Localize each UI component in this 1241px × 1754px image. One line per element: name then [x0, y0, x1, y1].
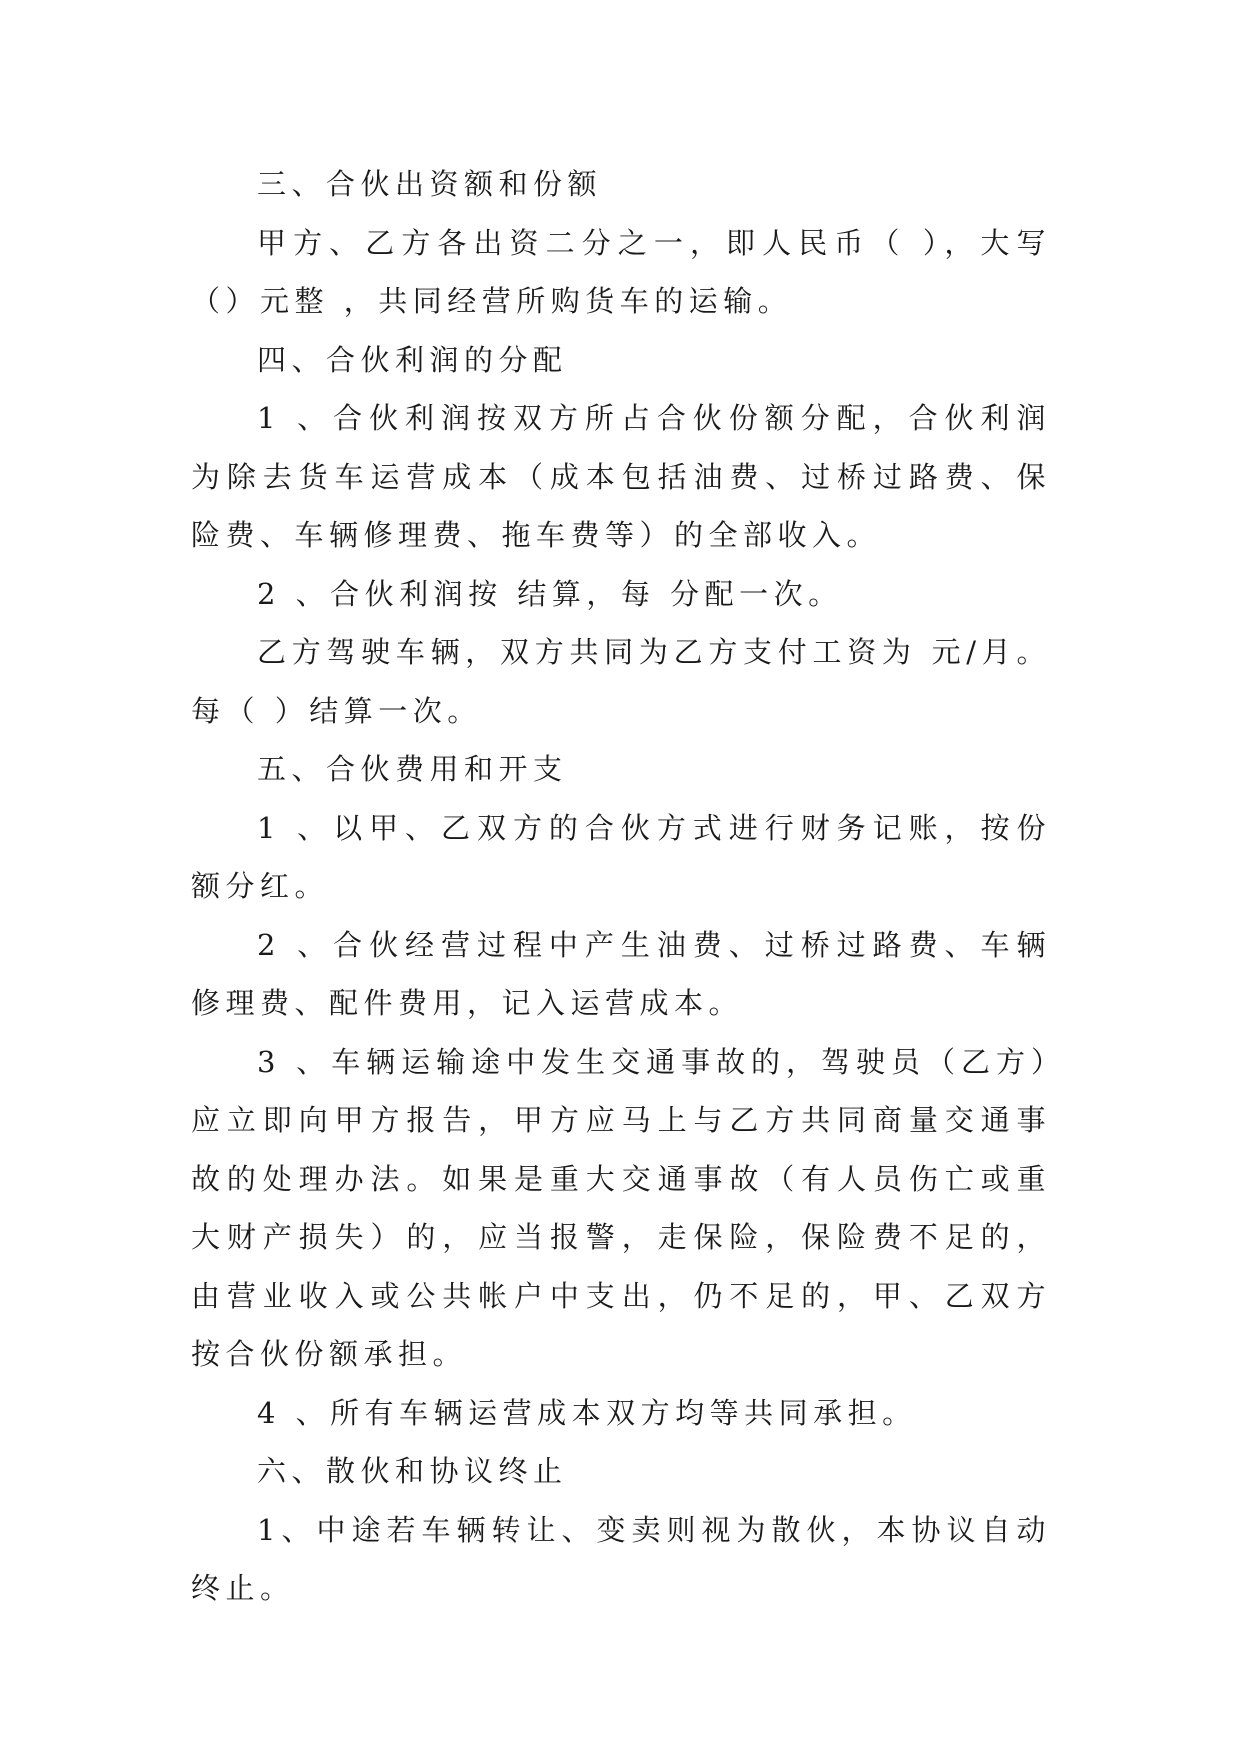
clause-termination-1: 1、中途若车辆转让、变卖则视为散伙，本协议自动终止。 — [191, 1512, 1051, 1605]
paragraph-contribution: 甲方、乙方各出资二分之一，即人民币（ ），大写 （）元整 ，共同经营所购货车的运输。 — [191, 225, 1051, 318]
section-heading-profit: 四、合伙利润的分配 — [257, 342, 568, 377]
section-heading-termination: 六、散伙和协议终止 — [257, 1454, 568, 1488]
document-page — [191, 155, 1051, 1618]
clause-expenses-2: 2 、合伙经营过程中产生油费、过桥过路费、车辆修理费、配件费用，记入运营成本。 — [191, 927, 1051, 1020]
clause-profit-2: 2 、合伙利润按 结算，每 分配一次。 — [257, 576, 843, 611]
section-heading-contribution: 三、合伙出资额和份额 — [257, 167, 603, 201]
paragraph-driver-wage: 乙方驾驶车辆，双方共同为乙方支付工资为 元/月。每（ ）结算一次。 — [191, 635, 1051, 728]
clause-profit-1: 1 、合伙利润按双方所占合伙份额分配，合伙利润为除去货车运营成本（成本包括油费、过桥过路费、保险费、车辆修理费、拖车费等）的全部收入。 — [191, 401, 1051, 552]
section-heading-expenses: 五、合伙费用和开支 — [257, 752, 568, 786]
clause-expenses-4: 4 、所有车辆运营成本双方均等共同承担。 — [257, 1395, 917, 1430]
clause-expenses-1: 1 、以甲、乙双方的合伙方式进行财务记账，按份额分红。 — [191, 810, 1051, 903]
clause-expenses-3: 3 、车辆运输途中发生交通事故的，驾驶员（乙方）应立即向甲方报告，甲方应马上与乙方共同商量交通事故的处理办法。如果是重大交通事故（有人员伤亡或重大财产损失）的，应当报警，走保险，保险费不足的，由营业收入或公共帐户中支出，仍不足的，甲、乙双方按合伙份额承担。 — [191, 1044, 1051, 1371]
